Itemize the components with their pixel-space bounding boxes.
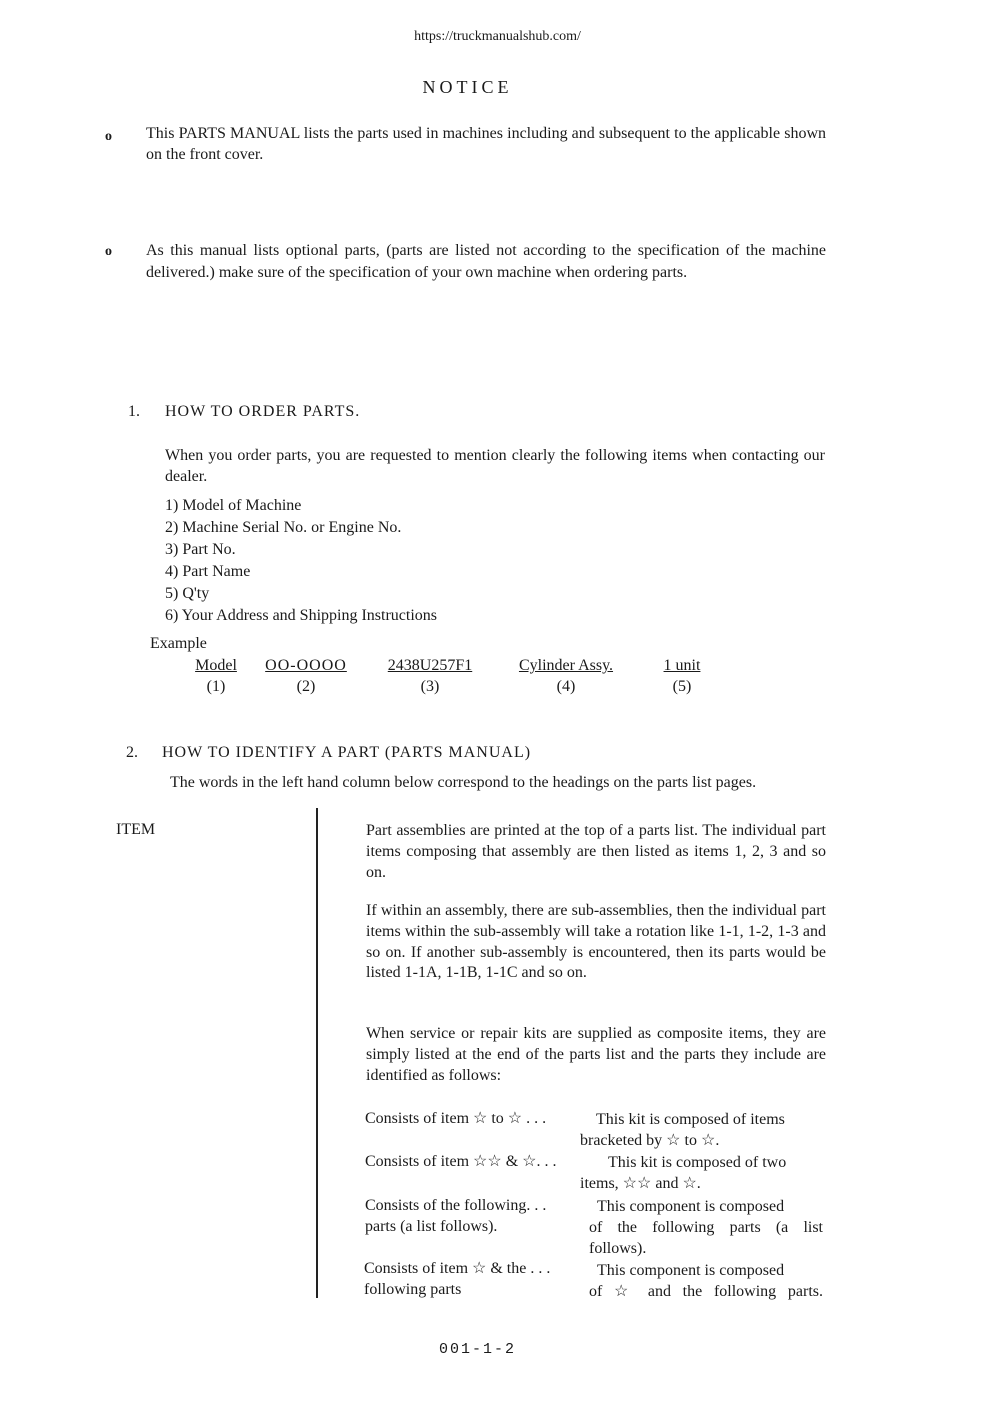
list-item: 2) Machine Serial No. or Engine No. (165, 519, 402, 536)
example-number: (1) (206, 678, 226, 695)
section-heading: HOW TO IDENTIFY A PART (PARTS MANUAL) (162, 744, 532, 761)
kit-description: This kit is composed of items (596, 1111, 785, 1128)
kit-description: of the following parts (a list (589, 1219, 823, 1236)
kit-term: Consists of item ☆ to ☆ . . . (365, 1110, 547, 1127)
kit-description: This component is composed (597, 1262, 785, 1279)
kit-description: of ☆ and the following parts. (589, 1283, 823, 1300)
example-value: Model (195, 657, 237, 674)
kit-description: bracketed by ☆ to ☆. (580, 1132, 720, 1149)
example-number: (3) (420, 678, 440, 695)
example-number: (2) (296, 678, 316, 695)
notice-paragraph: As this manual lists optional parts, (parts are listed not according to the specification of the machine delivered.) make sure of the specification of your own machine when ordering parts. (146, 242, 826, 282)
description-paragraph: If within an assembly, there are sub-assemblies, then the individual part items within the sub-assembly will take a rotation like 1-1, 1-2, 1-3 and so on. If another sub-assembly is encountered, then its parts would be listed 1-1A, 1-1B, 1-1C and so on. (366, 902, 826, 982)
example-value: Cylinder Assy. (518, 657, 614, 674)
column-divider (316, 808, 318, 1298)
description-paragraph: When service or repair kits are supplied as composite items, they are simply listed at the end of the parts list and the parts they include are identified as follows: (366, 1025, 826, 1084)
page-number: 001-1-2 (438, 1341, 516, 1358)
section-number: 1. (128, 403, 140, 420)
list-item: 6) Your Address and Shipping Instructions (165, 607, 438, 624)
kit-term: parts (a list follows). (365, 1218, 498, 1235)
example-number: (5) (672, 678, 692, 695)
section-intro: When you order parts, you are requested to mention clearly the following items when contacting our dealer. (165, 447, 825, 485)
notice-paragraph: This PARTS MANUAL lists the parts used in machines including and subsequent to the applicable shown on the front cover. (146, 125, 826, 163)
list-item: 4) Part Name (165, 563, 251, 580)
kit-term: Consists of item ☆☆ & ☆. . . (365, 1153, 557, 1170)
kit-term: Consists of item ☆ & the . . . (364, 1260, 551, 1277)
section-heading: HOW TO ORDER PARTS. (165, 403, 361, 420)
section-intro: The words in the left hand column below correspond to the headings on the parts list pages. (170, 774, 757, 791)
section-number: 2. (126, 744, 138, 761)
header-url: https://truckmanualshub.com/ (414, 29, 581, 44)
kit-description: items, ☆☆ and ☆. (580, 1175, 701, 1192)
list-item: 3) Part No. (165, 541, 236, 558)
bullet-icon: o (105, 244, 112, 259)
kit-description: This component is composed (597, 1198, 785, 1215)
example-number: (4) (556, 678, 576, 695)
bullet-icon: o (105, 129, 112, 144)
page-title: NOTICE (422, 77, 513, 97)
kit-term: Consists of the following. . . (365, 1197, 547, 1214)
kit-description: This kit is composed of two (608, 1154, 787, 1171)
kit-description: follows). (589, 1240, 647, 1257)
list-item: 1) Model of Machine (165, 497, 302, 514)
example-label: Example (150, 635, 207, 652)
kit-term: following parts (364, 1281, 462, 1298)
example-value: 1 unit (663, 657, 701, 674)
term-label: ITEM (116, 821, 156, 838)
example-value: OO-OOOO (265, 657, 347, 674)
description-paragraph: Part assemblies are printed at the top of a parts list. The individual part items composing that assembly are then listed as items 1, 2, 3 and so on. (366, 822, 826, 881)
example-value: 2438U257F1 (387, 657, 473, 674)
list-item: 5) Q'ty (165, 585, 210, 602)
